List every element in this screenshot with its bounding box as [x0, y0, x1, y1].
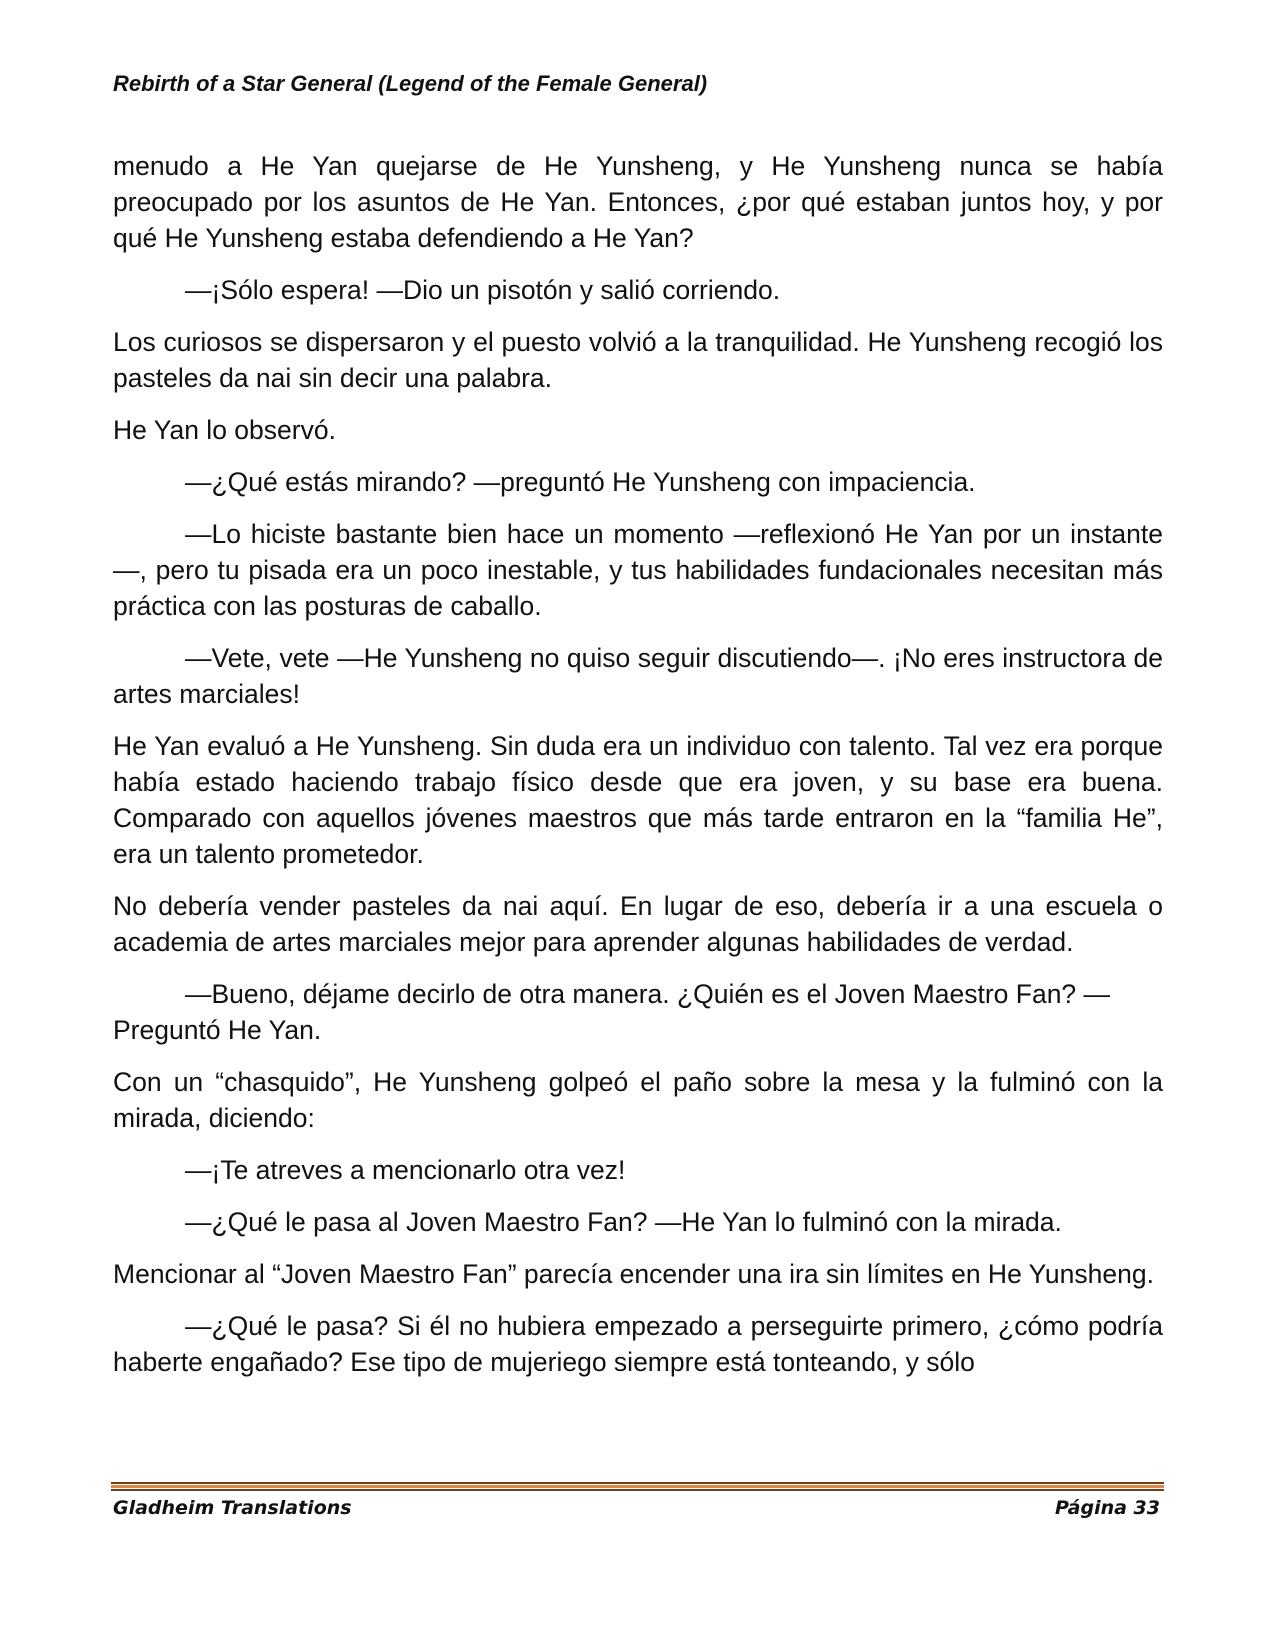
running-header-title: Rebirth of a Star General (Legend of the Female General) [113, 71, 708, 96]
footer-page-number: Página 33 [1054, 1497, 1160, 1519]
paragraph: He Yan evaluó a He Yunsheng. Sin duda era un individuo con talento. Tal vez era porque había estado haciendo trabajo físico desde que era joven, y su base era buena. Comparado con aquellos jóvenes maestros que más tarde entraron en la “familia He”, era un talento prometedor. [113, 731, 1163, 869]
paragraph: —Bueno, déjame decirlo de otra manera. ¿Quién es el Joven Maestro Fan? —Preguntó He Yan. [113, 979, 1111, 1045]
paragraph: Con un “chasquido”, He Yunsheng golpeó el paño sobre la mesa y la fulminó con la mirada, diciendo: [113, 1067, 1163, 1133]
footer-divider [111, 1482, 1164, 1491]
paragraph: No debería vender pasteles da nai aquí. En lugar de eso, debería ir a una escuela o academia de artes marciales mejor para aprender algunas habilidades de verdad. [113, 891, 1163, 957]
paragraph: —¡Te atreves a mencionarlo otra vez! [185, 1155, 626, 1185]
paragraph: menudo a He Yan quejarse de He Yunsheng, y He Yunsheng nunca se había preocupado por los asuntos de He Yan. Entonces, ¿por qué estaban juntos hoy, y por qué He Yunsheng estaba defendiendo a He Yan? [113, 151, 1163, 253]
paragraph: Los curiosos se dispersaron y el puesto volvió a la tranquilidad. He Yunsheng recogió los pasteles da nai sin decir una palabra. [113, 327, 1163, 393]
paragraph: —¡Sólo espera! —Dio un pisotón y salió corriendo. [185, 275, 781, 305]
footer-divider-line [111, 1489, 1164, 1491]
paragraph: —¿Qué le pasa? Si él no hubiera empezado a perseguirte primero, ¿cómo podría haberte engañado? Ese tipo de mujeriego siempre está tonteando, y sólo [113, 1311, 1163, 1377]
paragraph: —¿Qué estás mirando? —preguntó He Yunsheng con impaciencia. [185, 467, 976, 497]
page-body [113, 148, 1163, 1396]
footer-publisher: Gladheim Translations [113, 1497, 352, 1519]
paragraph: Mencionar al “Joven Maestro Fan” parecía encender una ira sin límites en He Yunsheng. [113, 1259, 1154, 1289]
paragraph: —¿Qué le pasa al Joven Maestro Fan? —He Yan lo fulminó con la mirada. [185, 1207, 1062, 1237]
footer-divider-line [111, 1482, 1164, 1484]
paragraph: He Yan lo observó. [113, 415, 336, 445]
footer-divider-line [111, 1485, 1164, 1488]
paragraph: —Vete, vete —He Yunsheng no quiso seguir discutiendo—. ¡No eres instructora de artes marciales! [113, 643, 1163, 709]
paragraph: —Lo hiciste bastante bien hace un momento —reflexionó He Yan por un instante—, pero tu pisada era un poco inestable, y tus habilidades fundacionales necesitan más práctica con las posturas de caballo. [113, 519, 1163, 621]
